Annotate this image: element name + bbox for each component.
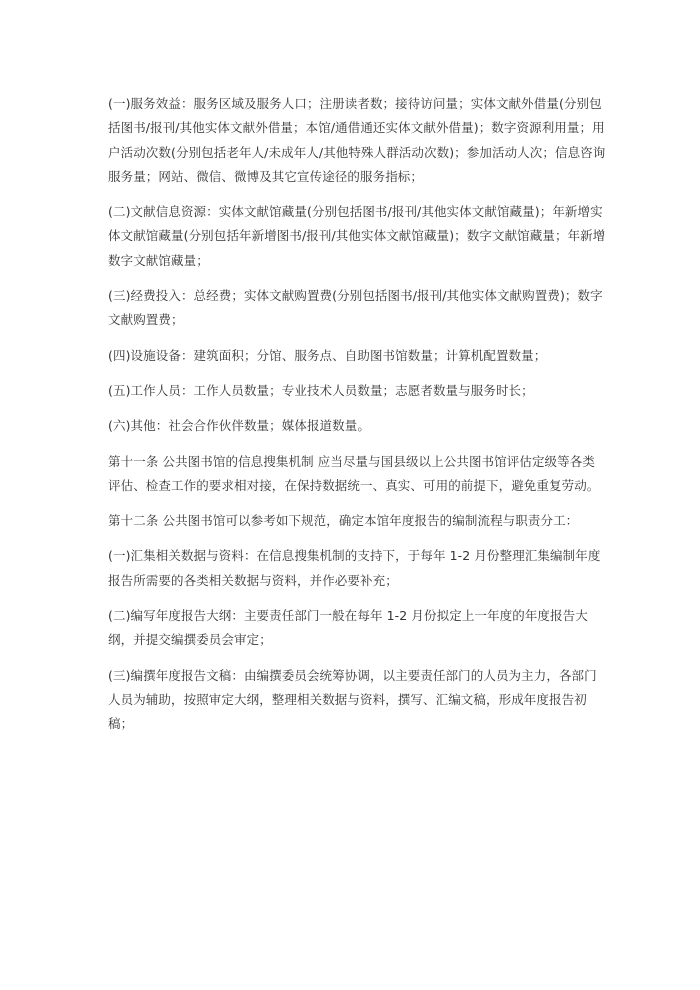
paragraph-other: (六)其他：社会合作伙伴数量；媒体报道数量。 bbox=[108, 418, 370, 434]
paragraph-facilities: (四)设施设备：建筑面积；分馆、服务点、自助图书馆数量；计算机配置数量； bbox=[108, 347, 547, 363]
paragraph-service-benefits: (一)服务效益：服务区域及服务人口；注册读者数；接待访问量；实体文献外借量(分别包括图书/报刊/其他实体文献外借量；本馆/通借通还实体文献外借量)；数字资源利用量；用户活动次数(分别包括老年人/未成年人/其他特殊人群活动次数)；参加活动人次；信息咨询服务量；网站、微信、微博及其它宣传途径的服务指标； bbox=[108, 96, 606, 184]
paragraph-article-11: 第十一条 公共图书馆的信息搜集机制 应当尽量与国县级以上公共图书馆评估定级等各类评估、检查工作的要求相对接，在保持数据统一、真实、可用的前提下，避免重复劳动。 bbox=[108, 453, 600, 493]
paragraph-collect-data: (一)汇集相关数据与资料：在信息搜集机制的支持下，于每年 1-2 月份整理汇集编制年度报告所需要的各类相关数据与资料，并作必要补充； bbox=[108, 548, 601, 588]
document-body bbox=[108, 92, 606, 748]
paragraph-staff: (五)工作人员：工作人员数量；专业技术人员数量；志愿者数量与服务时长； bbox=[108, 382, 534, 398]
paragraph-draft: (三)编撰年度报告文稿：由编撰委员会统筹协调，以主要责任部门的人员为主力，各部门人员为辅助，按照审定大纲，整理相关数据与资料，撰写、汇编文稿，形成年度报告初稿； bbox=[108, 667, 597, 732]
paragraph-outline: (二)编写年度报告大纲：主要责任部门一般在每年 1-2 月份拟定上一年度的年度报告大纲，并提交编撰委员会审定； bbox=[108, 608, 588, 648]
paragraph-article-12: 第十二条 公共图书馆可以参考如下规范，确定本馆年度报告的编制流程与职责分工： bbox=[108, 513, 579, 529]
paragraph-literature-resources: (二)文献信息资源：实体文献馆藏量(分别包括图书/报刊/其他实体文献馆藏量)；年新增实体文献馆藏量(分别包括年新增图书/报刊/其他实体文献馆藏量)；数字文献馆藏量；年新增数字文献馆藏量； bbox=[108, 204, 606, 268]
paragraph-funding: (三)经费投入：总经费；实体文献购置费(分别包括图书/报刊/其他实体文献购置费)；数字文献购置费； bbox=[108, 288, 603, 328]
